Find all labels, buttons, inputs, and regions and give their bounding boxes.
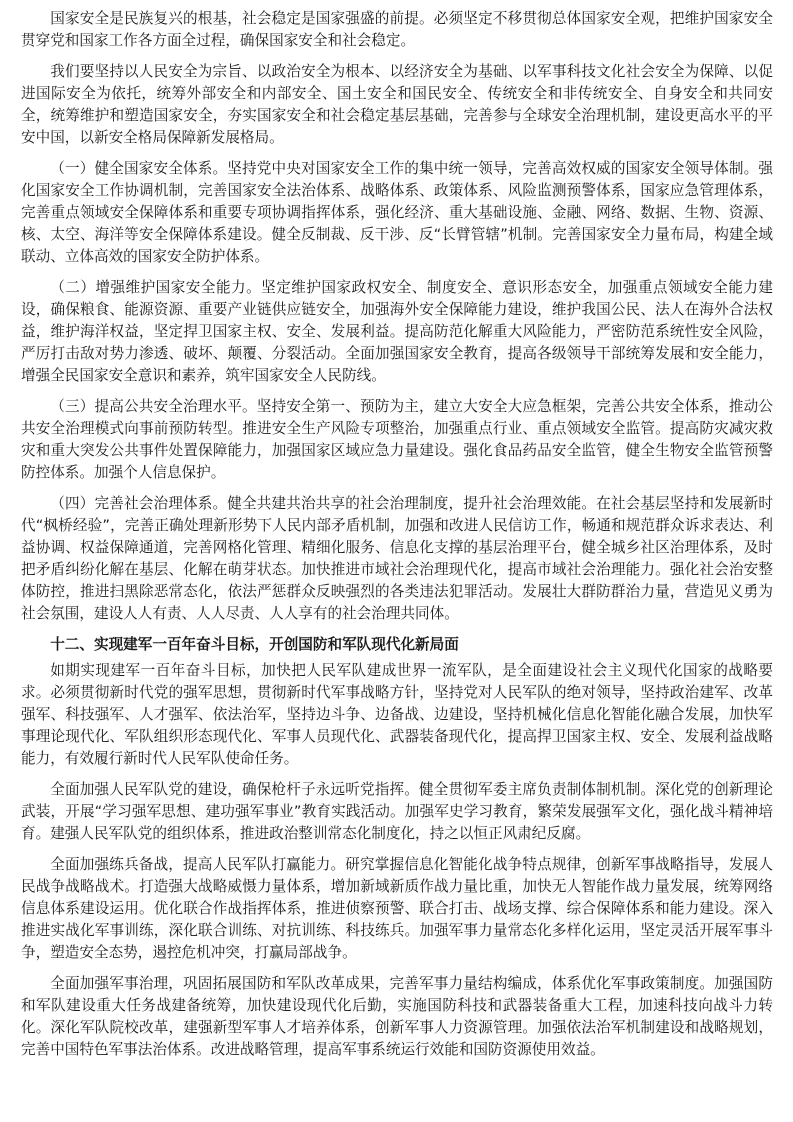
- paragraph-centenary-goal: 如期实现建军一百年奋斗目标，加快把人民军队建成世界一流军队，是全面建设社会主义现代化国家的战略要求。必须贯彻新时代党的强军思想，贯彻新时代军事战略方针，坚持党对人民军队的绝对领导，坚持政治建军、改革强军、科技强军、人才强军、依法治军，坚持边斗争、边备战、边建设，坚持机械化信息化智能化融合发展，加快军事理论现代化、军队组织形态现代化、军事人员现代化、武器装备现代化，提高捍卫国家主权、安全、发展利益战略能力，有效履行新时代人民军队使命任务。: [21, 662, 773, 767]
- paragraph-national-security-foundation: 国家安全是民族复兴的根基，社会稳定是国家强盛的前提。必须坚定不移贯彻总体国家安全观，把维护国家安全贯穿党和国家工作各方面全过程，确保国家安全和社会稳定。: [21, 10, 773, 49]
- paragraph-security-capability: （二）增强维护国家安全能力。坚定维护国家政权安全、制度安全、意识形态安全，加强重点领域安全能力建设，确保粮食、能源资源、重要产业链供应链安全，加强海外安全保障能力建设，维护我国公民、法人在海外合法权益，维护海洋权益，坚定捍卫国家主权、安全、发展利益。提高防范化解重大风险能力，严密防范系统性安全风险，严厉打击敌对势力渗透、破坏、颠覆、分裂活动。全面加强国家安全教育，提高各级领导干部统筹发展和安全能力，增强全民国家安全意识和素养，筑牢国家安全人民防线。: [21, 279, 773, 384]
- paragraph-security-principles: 我们要坚持以人民安全为宗旨、以政治安全为根本、以经济安全为基础、以军事科技文化社会安全为保障、以促进国际安全为依托，统筹外部安全和内部安全、国土安全和国民安全、传统安全和非传统安全、自身安全和共同安全，统筹维护和塑造国家安全，夯实国家安全和社会稳定基层基础，完善参与全球安全治理机制，建设更高水平的平安中国，以新安全格局保障新发展格局。: [21, 63, 773, 146]
- paragraph-party-building: 全面加强人民军队党的建设，确保枪杆子永远听党指挥。健全贯彻军委主席负责制体制机制。深化党的创新理论武装，开展“学习强军思想、建功强军事业”教育实践活动。加强军史学习教育，繁荣发展强军文化，强化战斗精神培育。建强人民军队党的组织体系，推进政治整训常态化制度化，持之以恒正风肃纪反腐。: [21, 781, 773, 842]
- paragraph-military-governance: 全面加强军事治理，巩固拓展国防和军队改革成果，完善军事力量结构编成，体系优化军事政策制度。加强国防和军队建设重大任务战建备统筹，加快建设现代化后勤，实施国防科技和武器装备重大工程，加速科技向战斗力转化。深化军队院校改革，建强新型军事人才培养体系，创新军事人力资源管理。加强依法治军机制建设和战略规划，完善中国特色军事法治体系。改进战略管理，提高军事系统运行效能和国防资源使用效益。: [21, 975, 773, 1058]
- paragraph-combat-readiness: 全面加强练兵备战，提高人民军队打赢能力。研究掌握信息化智能化战争特点规律，创新军事战略指导，发展人民战争战略战术。打造强大战略威慑力量体系，增加新域新质作战力量比重，加快无人智能作战力量发展，统筹网络信息体系建设运用。优化联合作战指挥体系，推进侦察预警、联合打击、战场支撑、综合保障体系和能力建设。深入推进实战化军事训练，深化联合训练、对抗训练、科技练兵。加强军事力量常态化多样化运用，坚定灵活开展军事斗争，塑造安全态势，遏控危机冲突，打赢局部战争。: [21, 856, 773, 961]
- section-heading-defense: 十二、实现建军一百年奋斗目标，开创国防和军队现代化新局面: [50, 636, 459, 653]
- paragraph-public-safety: （三）提高公共安全治理水平。坚持安全第一、预防为主，建立大安全大应急框架，完善公共安全体系，推动公共安全治理模式向事前预防转型。推进安全生产风险专项整治，加强重点行业、重点领域安全监管。提高防灾减灾救灾和重大突发公共事件处置保障能力，加强国家区域应急力量建设。强化食品药品安全监管，健全生物安全监管预警防控体系。加强个人信息保护。: [21, 398, 773, 481]
- paragraph-social-governance: （四）完善社会治理体系。健全共建共治共享的社会治理制度，提升社会治理效能。在社会基层坚持和发展新时代“枫桥经验”，完善正确处理新形势下人民内部矛盾机制，加强和改进人民信访工作，畅通和规范群众诉求表达、利益协调、权益保障通道，完善网格化管理、精细化服务、信息化支撑的基层治理平台，健全城乡社区治理体系，及时把矛盾纠纷化解在基层、化解在萌芽状态。加快推进市域社会治理现代化，提高市域社会治理能力。强化社会治安整体防控，推进扫黑除恶常态化，依法严惩群众反映强烈的各类违法犯罪活动。发展壮大群防群治力量，营造见义勇为社会氛围，建设人人有责、人人尽责、人人享有的社会治理共同体。: [21, 495, 773, 622]
- paragraph-security-system: （一）健全国家安全体系。坚持党中央对国家安全工作的集中统一领导，完善高效权威的国家安全领导体制。强化国家安全工作协调机制，完善国家安全法治体系、战略体系、政策体系、风险监测预警体系，国家应急管理体系，完善重点领域安全保障体系和重要专项协调指挥体系，强化经济、重大基础设施、金融、网络、数据、生物、资源、核、太空、海洋等安全保障体系建设。健全反制裁、反干涉、反“长臂管辖”机制。完善国家安全力量布局，构建全域联动、立体高效的国家安全防护体系。: [21, 160, 773, 265]
- document-page: [21, 8, 773, 1070]
